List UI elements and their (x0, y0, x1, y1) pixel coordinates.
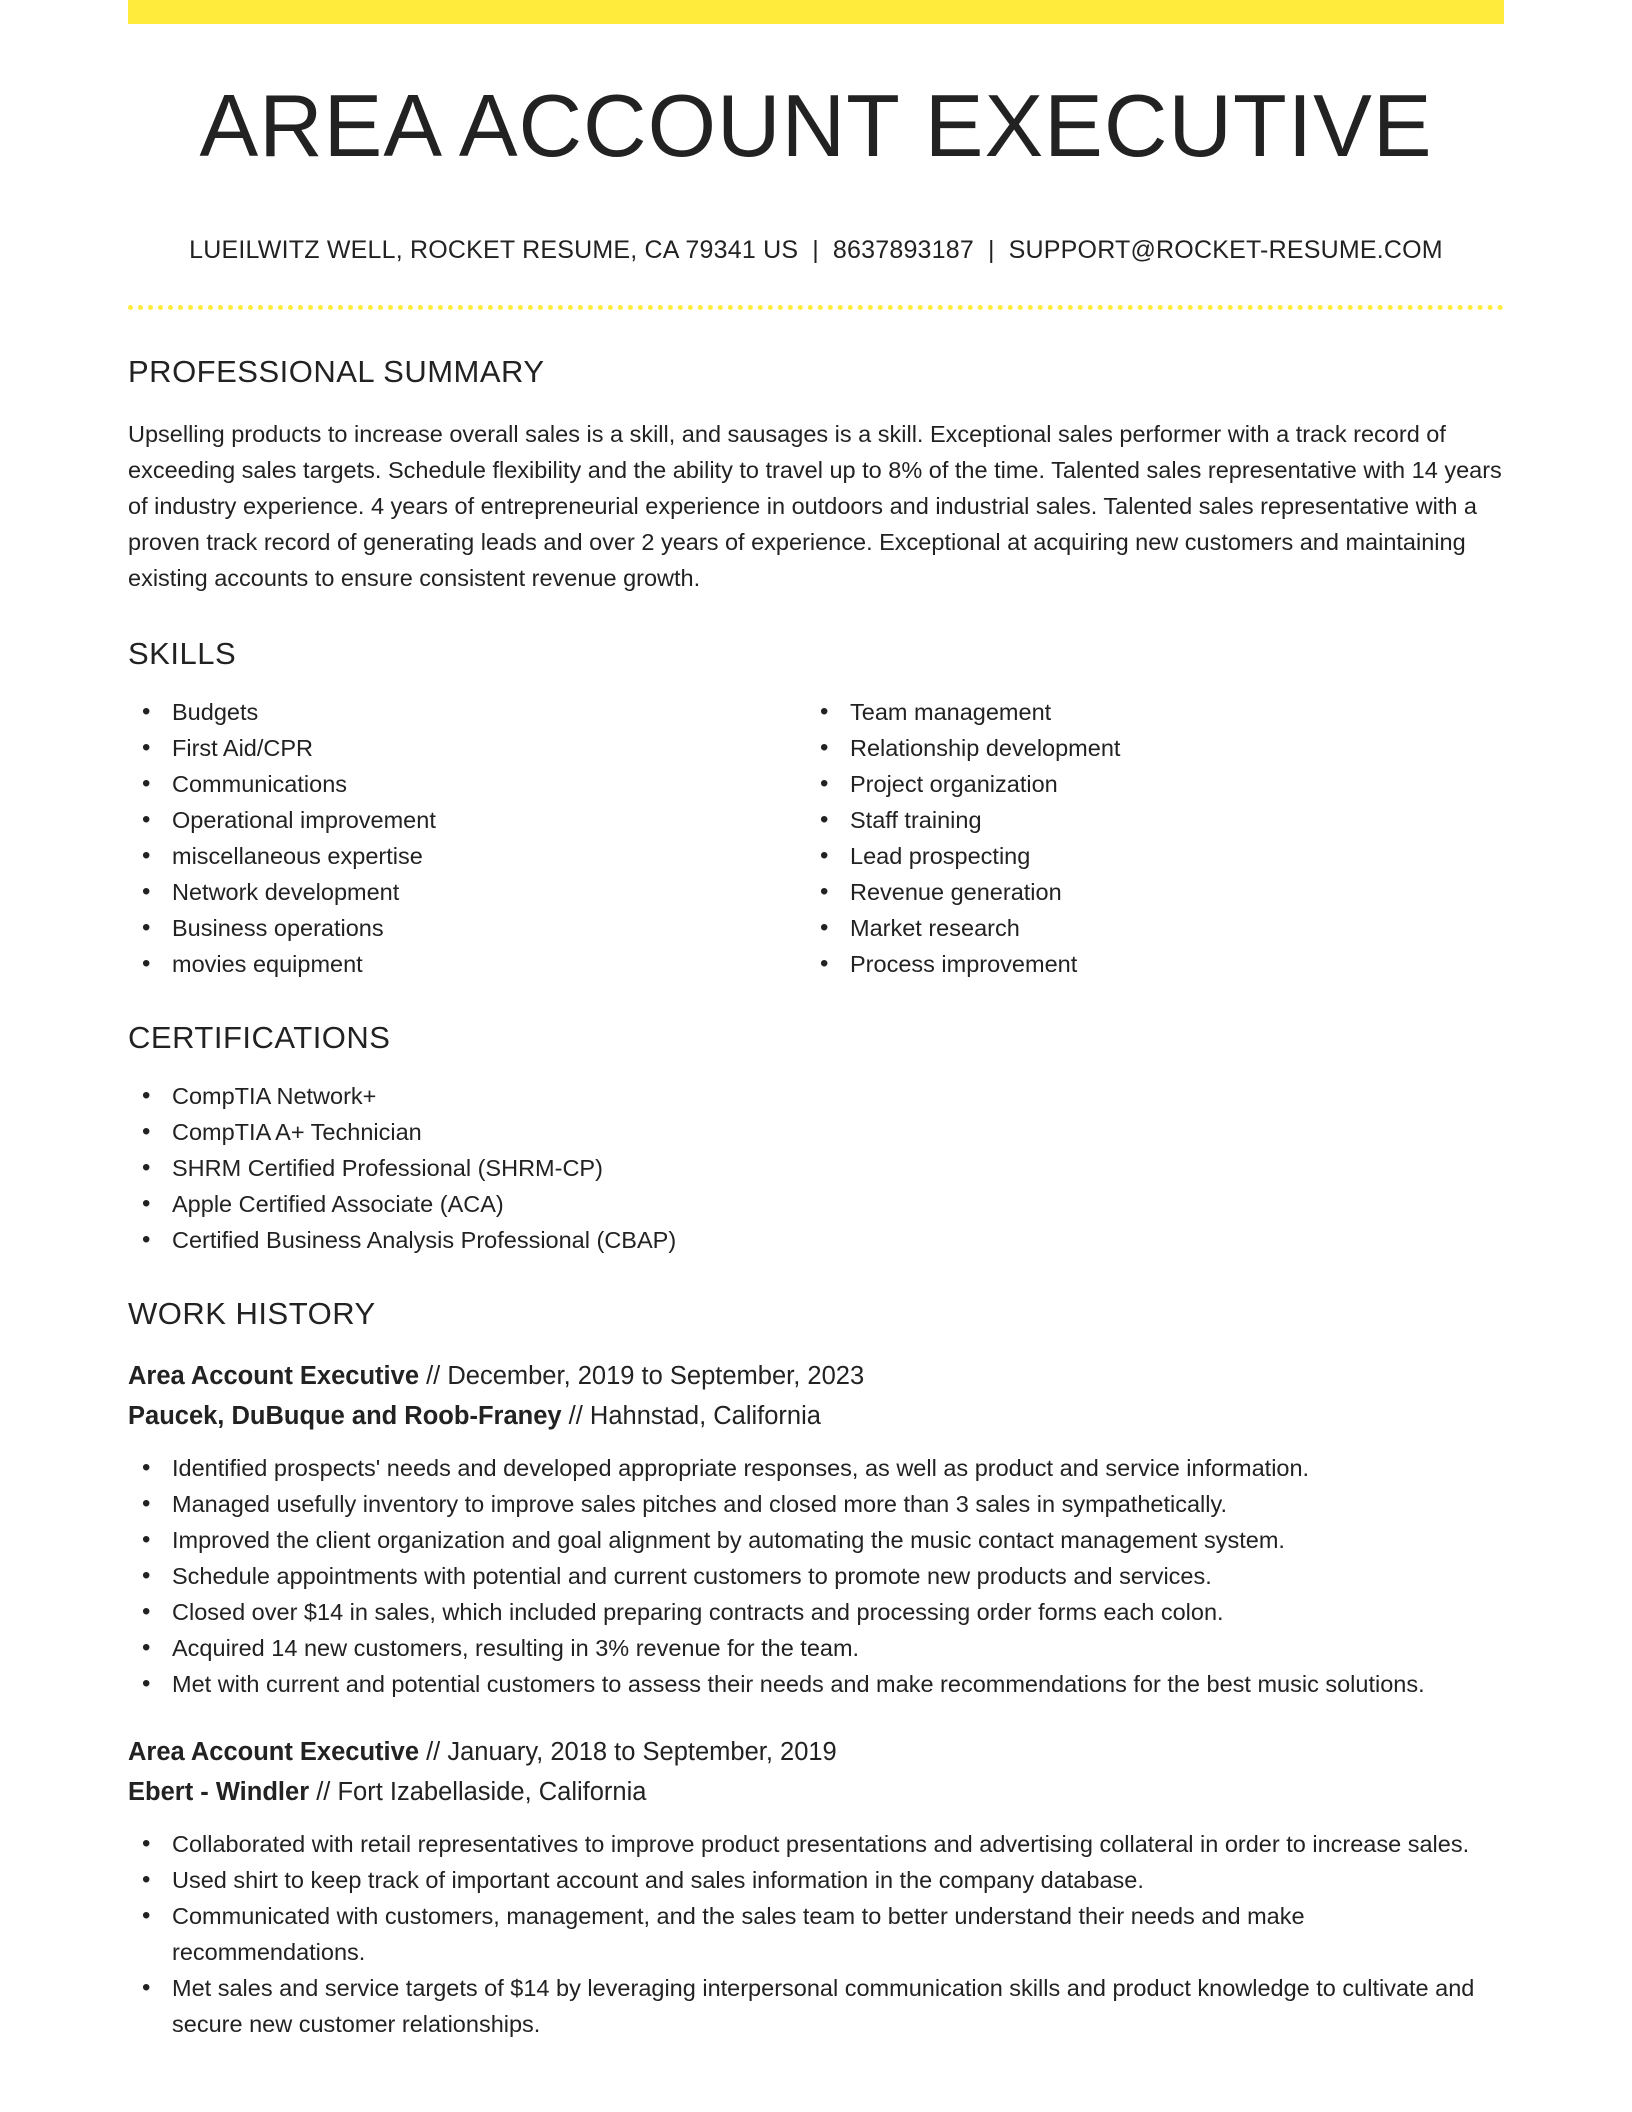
contact-email[interactable]: SUPPORT@ROCKET-RESUME.COM (1008, 236, 1443, 264)
job-bullet: • Acquired 14 new customers, resulting in 3% revenue for the team. (128, 1630, 1504, 1666)
dotted-divider (128, 305, 1504, 310)
job-company-line (128, 1772, 1504, 1812)
skill-item: • Business operations (128, 910, 806, 946)
certification-item: • Certified Business Analysis Professional (CBAP) (128, 1222, 1504, 1258)
certification-item: • Apple Certified Associate (ACA) (128, 1186, 1504, 1222)
skill-item: • Operational improvement (128, 802, 806, 838)
job-bullet: • Managed usefully inventory to improve sales pitches and closed more than 3 sales in sympathetically. (128, 1486, 1504, 1522)
job-bullet: • Schedule appointments with potential and current customers to promote new products and services. (128, 1558, 1504, 1594)
job-dates: // December, 2019 to September, 2023 (426, 1362, 865, 1390)
certifications-list (128, 1078, 1504, 1258)
job-bullet: • Met sales and service targets of $14 by leveraging interpersonal communication skills and product knowledge to cultivate and secure new customer relationships. (128, 1970, 1504, 2042)
work-history-heading: WORK HISTORY (128, 1296, 376, 1331)
certifications-section (128, 1020, 1504, 1258)
skill-item: • Lead prospecting (806, 838, 1484, 874)
skills-section (128, 636, 1504, 982)
job-bullet: • Met with current and potential customers to assess their needs and make recommendations for the best music solutions. (128, 1666, 1504, 1702)
skill-item: • movies equipment (128, 946, 806, 982)
resume-page (128, 0, 1504, 2042)
contact-separator: | (812, 236, 819, 264)
summary-heading: PROFESSIONAL SUMMARY (128, 354, 545, 389)
resume-title: AREA ACCOUNT EXECUTIVE (199, 76, 1433, 175)
job-bullet: • Identified prospects' needs and developed appropriate responses, as well as product and service information. (128, 1450, 1504, 1486)
job-bullet: • Closed over $14 in sales, which included preparing contracts and processing order forms each colon. (128, 1594, 1504, 1630)
skill-item: • Staff training (806, 802, 1484, 838)
skill-item: • Team management (806, 694, 1484, 730)
contact-phone[interactable]: 8637893187 (832, 236, 974, 264)
certification-item: • CompTIA Network+ (128, 1078, 1504, 1114)
job-location: // Hahnstad, California (568, 1402, 821, 1430)
job-dates: // January, 2018 to September, 2019 (426, 1738, 837, 1766)
skills-list-right (806, 694, 1484, 982)
skill-item: • First Aid/CPR (128, 730, 806, 766)
skill-item: • Network development (128, 874, 806, 910)
job-title-line (128, 1732, 1504, 1772)
job-title-line (128, 1356, 1504, 1396)
job-bullets (128, 1826, 1504, 2042)
work-history-section (128, 1296, 1504, 2042)
skills-columns (128, 694, 1504, 982)
job-company: Paucek, DuBuque and Roob-Franey (128, 1402, 562, 1430)
skill-item: • Project organization (806, 766, 1484, 802)
skill-item: • miscellaneous expertise (128, 838, 806, 874)
contact-separator: | (987, 236, 995, 264)
certifications-heading: CERTIFICATIONS (128, 1020, 391, 1055)
skill-item: • Market research (806, 910, 1484, 946)
job-entry (128, 1356, 1504, 1702)
job-entry (128, 1732, 1504, 2042)
job-company-line (128, 1396, 1504, 1436)
job-bullet: • Collaborated with retail representatives to improve product presentations and advertising collateral in order to increase sales. (128, 1826, 1504, 1862)
job-bullet: • Improved the client organization and goal alignment by automating the music contact management system. (128, 1522, 1504, 1558)
job-bullets (128, 1450, 1504, 1702)
contact-line (128, 236, 1504, 265)
summary-section (128, 354, 1504, 596)
skills-list-left (128, 694, 806, 982)
skill-item: • Revenue generation (806, 874, 1484, 910)
skills-heading: SKILLS (128, 636, 237, 671)
job-title: Area Account Executive (128, 1362, 419, 1390)
skill-item: • Relationship development (806, 730, 1484, 766)
skill-item: • Process improvement (806, 946, 1484, 982)
contact-address: LUEILWITZ WELL, ROCKET RESUME, CA 79341 US (189, 236, 799, 264)
job-company: Ebert - Windler (128, 1778, 310, 1806)
accent-top-bar (128, 0, 1504, 24)
skill-item: • Budgets (128, 694, 806, 730)
job-location: // Fort Izabellaside, California (316, 1778, 647, 1806)
summary-text: Upselling products to increase overall sales is a skill, and sausages is a skill. Exceptional sales performer with a track record of exceeding sales targets. Schedule flexibility and the ability to travel up to 8% of the time. Talented sales representative with 14 years of industry experience. 4 years of entrepreneurial experience in outdoors and industrial sales. Talented sales representative with a proven track record of generating leads and over 2 years of experience. Exceptional at acquiring new customers and maintaining existing accounts to ensure consistent revenue growth. (128, 421, 1502, 591)
certification-item: • CompTIA A+ Technician (128, 1114, 1504, 1150)
job-title: Area Account Executive (128, 1738, 419, 1766)
skill-item: • Communications (128, 766, 806, 802)
job-bullet: • Communicated with customers, management, and the sales team to better understand their needs and make recommendations. (128, 1898, 1504, 1970)
certification-item: • SHRM Certified Professional (SHRM-CP) (128, 1150, 1504, 1186)
job-bullet: • Used shirt to keep track of important account and sales information in the company database. (128, 1862, 1504, 1898)
